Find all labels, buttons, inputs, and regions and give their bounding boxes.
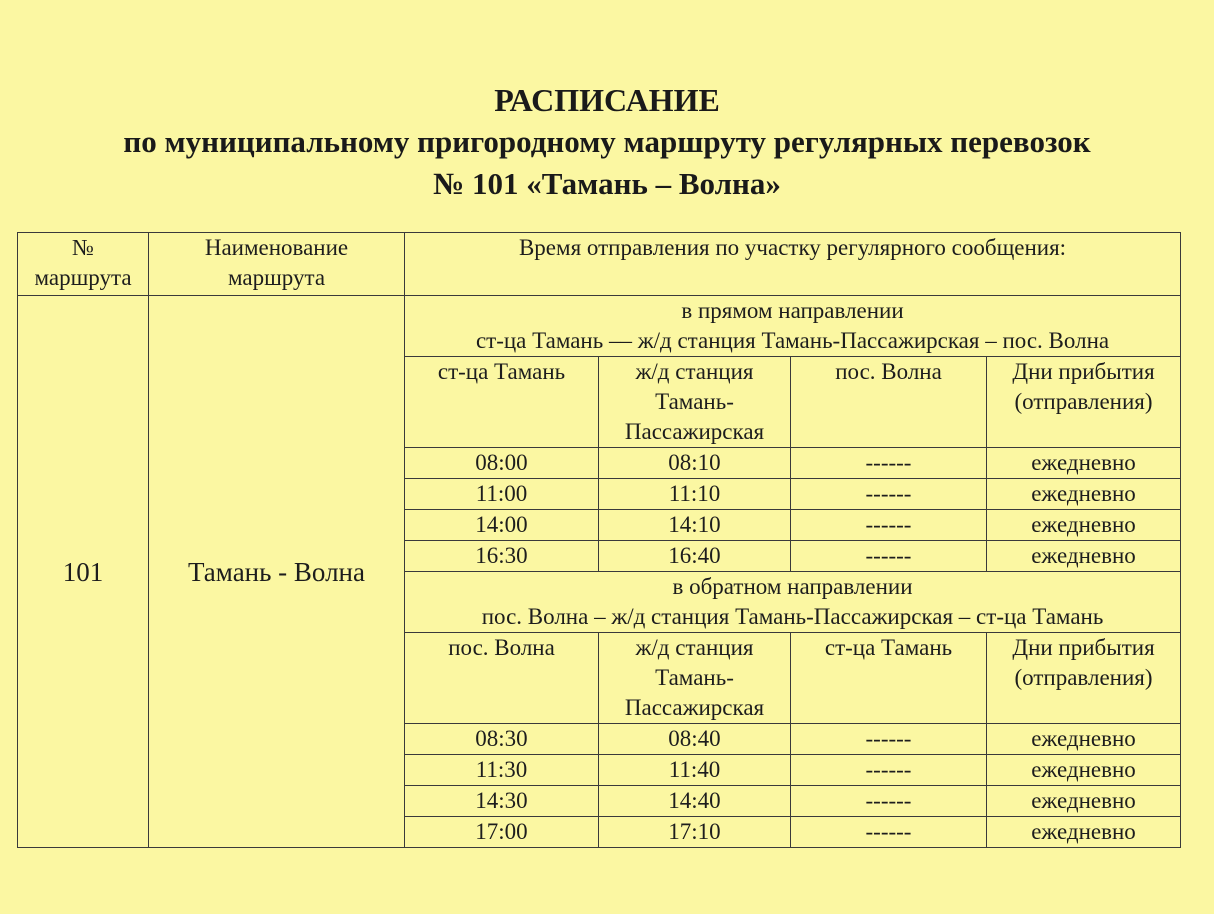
forward-col2-line1: ж/д станция <box>635 359 754 384</box>
route-number-cell: 101 <box>18 296 149 848</box>
table-cell: 17:00 <box>405 817 599 848</box>
table-cell: 08:30 <box>405 724 599 755</box>
header-departure-time: Время отправления по участку регулярного сообщения: <box>405 233 1181 296</box>
table-cell: ежедневно <box>987 755 1181 786</box>
forward-direction-route: ст-ца Тамань –– ж/д станция Тамань-Пассажирская – пос. Волна <box>475 328 1110 353</box>
table-cell: ежедневно <box>987 786 1181 817</box>
table-cell: 08:10 <box>599 448 791 479</box>
forward-direction-label: в прямом направлении <box>681 298 904 323</box>
table-cell: ------ <box>791 786 987 817</box>
table-cell: ------ <box>791 541 987 572</box>
table-cell: 16:40 <box>599 541 791 572</box>
route-name-cell: Тамань - Волна <box>149 296 405 848</box>
header-route-name <box>149 233 405 296</box>
backward-direction-label: в обратном направлении <box>672 574 913 599</box>
table-cell: ------ <box>791 724 987 755</box>
table-cell: 14:30 <box>405 786 599 817</box>
forward-col-header: пос. Волна <box>791 357 987 448</box>
document-title: РАСПИСАНИЕ <box>494 82 720 118</box>
table-cell: 11:30 <box>405 755 599 786</box>
table-cell: 14:40 <box>599 786 791 817</box>
backward-col-header: пос. Волна <box>405 633 599 724</box>
forward-col2-line3: Пассажирская <box>624 419 765 444</box>
forward-col4-line2: (отправления) <box>1014 389 1153 414</box>
forward-col-header <box>599 357 791 448</box>
table-cell: ------ <box>791 510 987 541</box>
table-cell: 11:40 <box>599 755 791 786</box>
table-cell: ежедневно <box>987 817 1181 848</box>
backward-col2-line2: Тамань- <box>655 665 734 690</box>
table-cell: ------ <box>791 448 987 479</box>
table-cell: ежедневно <box>987 510 1181 541</box>
table-cell: 14:10 <box>599 510 791 541</box>
table-cell: ежедневно <box>987 724 1181 755</box>
table-cell: 14:00 <box>405 510 599 541</box>
table-cell: ------ <box>791 755 987 786</box>
table-cell: ежедневно <box>987 541 1181 572</box>
backward-col4-line1: Дни прибытия <box>1012 635 1155 660</box>
header-route-name-line2: маршрута <box>227 265 326 290</box>
table-cell: ежедневно <box>987 479 1181 510</box>
backward-direction-route: пос. Волна – ж/д станция Тамань-Пассажирская – ст-ца Тамань <box>481 604 1104 629</box>
header-route-name-line1: Наименование <box>204 235 349 260</box>
forward-col-header <box>987 357 1181 448</box>
backward-col-header: ст-ца Тамань <box>791 633 987 724</box>
header-route-number-line1: № <box>72 235 94 260</box>
schedule-table <box>17 232 1181 848</box>
header-route-number <box>18 233 149 296</box>
table-cell: 08:40 <box>599 724 791 755</box>
table-cell: 11:00 <box>405 479 599 510</box>
table-cell: 16:30 <box>405 541 599 572</box>
table-cell: 08:00 <box>405 448 599 479</box>
backward-col2-line3: Пассажирская <box>624 695 765 720</box>
backward-direction-cell <box>405 572 1181 633</box>
table-cell: ------ <box>791 479 987 510</box>
backward-col-header <box>599 633 791 724</box>
table-cell: ежедневно <box>987 448 1181 479</box>
table-cell: 17:10 <box>599 817 791 848</box>
forward-col-header: ст-ца Тамань <box>405 357 599 448</box>
route-title: № 101 «Тамань – Волна» <box>433 166 781 201</box>
table-cell: ------ <box>791 817 987 848</box>
forward-direction-cell <box>405 296 1181 357</box>
forward-col4-line1: Дни прибытия <box>1012 359 1155 384</box>
document-subtitle: по муниципальному пригородному маршруту регулярных перевозок <box>123 124 1091 159</box>
backward-col-header <box>987 633 1181 724</box>
forward-col2-line2: Тамань- <box>655 389 734 414</box>
header-route-number-line2: маршрута <box>34 265 132 290</box>
backward-col2-line1: ж/д станция <box>635 635 754 660</box>
table-cell: 11:10 <box>599 479 791 510</box>
backward-col4-line2: (отправления) <box>1014 665 1153 690</box>
